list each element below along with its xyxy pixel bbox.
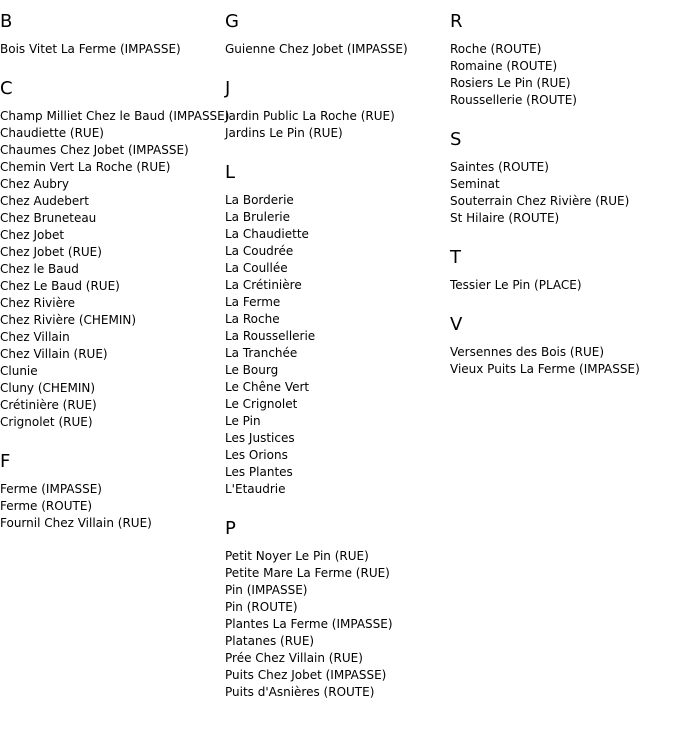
letter-group	[450, 314, 675, 378]
street-name: Vieux Puits La Ferme (IMPASSE)	[450, 362, 640, 376]
street-name: Puits d'Asnières (ROUTE)	[225, 685, 375, 699]
street-name: Les Orions	[225, 448, 288, 462]
street-name: Roussellerie (ROUTE)	[450, 93, 577, 107]
street-list	[0, 481, 225, 532]
street-list	[450, 159, 675, 227]
street-name: Guienne Chez Jobet (IMPASSE)	[225, 42, 408, 56]
street-index-column-1	[0, 0, 230, 532]
street-name: Clunie	[0, 364, 38, 378]
street-name: Prée Chez Villain (RUE)	[225, 651, 363, 665]
street-name: La Tranchée	[225, 346, 298, 360]
street-name: Roche (ROUTE)	[450, 42, 542, 56]
street-name: Rosiers Le Pin (RUE)	[450, 76, 571, 90]
street-name: St Hilaire (ROUTE)	[450, 211, 560, 225]
street-name: La Ferme	[225, 295, 281, 309]
street-name: Chaudiette (RUE)	[0, 126, 104, 140]
street-name: Chemin Vert La Roche (RUE)	[0, 160, 171, 174]
street-name: La Chaudiette	[225, 227, 309, 241]
street-name: Pin (IMPASSE)	[225, 583, 308, 597]
street-name: Pin (ROUTE)	[225, 600, 298, 614]
letter-group	[450, 11, 675, 109]
street-name: La Borderie	[225, 193, 294, 207]
street-list	[225, 548, 450, 701]
street-name: Versennes des Bois (RUE)	[450, 345, 604, 359]
street-name: La Coullée	[225, 261, 288, 275]
street-name: Le Crignolet	[225, 397, 298, 411]
street-name: Le Chêne Vert	[225, 380, 310, 394]
street-name: Puits Chez Jobet (IMPASSE)	[225, 668, 387, 682]
street-name: Jardins Le Pin (RUE)	[225, 126, 343, 140]
street-list	[450, 344, 675, 378]
street-name: Cluny (CHEMIN)	[0, 381, 96, 395]
street-name: Romaine (ROUTE)	[450, 59, 558, 73]
letter-heading: S	[450, 129, 462, 150]
letter-heading: J	[225, 78, 231, 99]
street-name: Champ Milliet Chez le Baud (IMPASSE)	[0, 109, 230, 123]
street-name: Platanes (RUE)	[225, 634, 315, 648]
street-name: La Roussellerie	[225, 329, 316, 343]
street-name: Le Bourg	[225, 363, 279, 377]
street-name: Saintes (ROUTE)	[450, 160, 549, 174]
street-name: Jardin Public La Roche (RUE)	[225, 109, 395, 123]
letter-heading: B	[0, 11, 13, 32]
letter-heading: V	[450, 314, 463, 335]
street-name: Seminat	[450, 177, 500, 191]
letter-group	[0, 451, 225, 532]
street-name: Tessier Le Pin (PLACE)	[450, 278, 582, 292]
letter-group	[0, 11, 225, 58]
letter-group	[225, 78, 450, 142]
street-name: L'Etaudrie	[225, 482, 286, 496]
street-list	[0, 41, 225, 58]
street-name: Les Justices	[225, 431, 295, 445]
street-name: Chez Aubry	[0, 177, 69, 191]
street-name: Fournil Chez Villain (RUE)	[0, 516, 152, 530]
street-name: Petite Mare La Ferme (RUE)	[225, 566, 390, 580]
street-name: Chez Villain (RUE)	[0, 347, 108, 361]
street-name: Chez Rivière	[0, 296, 76, 310]
street-name: Le Pin	[225, 414, 261, 428]
street-name: Bois Vitet La Ferme (IMPASSE)	[0, 42, 181, 56]
street-name: Chez Audebert	[0, 194, 89, 208]
street-name: Les Plantes	[225, 465, 293, 479]
street-list	[0, 108, 230, 431]
street-name: Ferme (IMPASSE)	[0, 482, 102, 496]
letter-group	[450, 247, 675, 294]
letter-heading: L	[225, 162, 236, 183]
street-name: Chez Le Baud (RUE)	[0, 279, 120, 293]
street-name: Petit Noyer Le Pin (RUE)	[225, 549, 369, 563]
letter-group	[225, 11, 450, 58]
street-name: Chez le Baud	[0, 262, 79, 276]
street-list	[450, 277, 675, 294]
letter-heading: G	[225, 11, 239, 32]
letter-group	[225, 162, 450, 498]
street-index-column-3	[450, 0, 675, 378]
letter-group	[0, 78, 230, 431]
street-name: Chez Rivière (CHEMIN)	[0, 313, 137, 327]
letter-heading: R	[450, 11, 463, 32]
street-name: Plantes La Ferme (IMPASSE)	[225, 617, 393, 631]
street-name: Crignolet (RUE)	[0, 415, 93, 429]
street-name: La Crétinière	[225, 278, 302, 292]
street-name: Ferme (ROUTE)	[0, 499, 93, 513]
street-name: Chez Jobet	[0, 228, 65, 242]
street-name: Chez Villain	[0, 330, 70, 344]
street-name: La Brulerie	[225, 210, 290, 224]
letter-heading: F	[0, 451, 11, 472]
street-name: La Coudrée	[225, 244, 294, 258]
street-list	[225, 41, 450, 58]
street-name: Chaumes Chez Jobet (IMPASSE)	[0, 143, 189, 157]
letter-group	[450, 129, 675, 227]
street-name: Chez Bruneteau	[0, 211, 97, 225]
street-name: La Roche	[225, 312, 280, 326]
letter-heading: T	[450, 247, 461, 268]
letter-heading: P	[225, 518, 236, 539]
street-index-column-2	[225, 0, 450, 701]
letter-group	[225, 518, 450, 701]
street-name: Chez Jobet (RUE)	[0, 245, 102, 259]
street-name: Crétinière (RUE)	[0, 398, 97, 412]
street-list	[225, 192, 450, 498]
street-list	[225, 108, 450, 142]
street-name: Souterrain Chez Rivière (RUE)	[450, 194, 630, 208]
street-list	[450, 41, 675, 109]
letter-heading: C	[0, 78, 13, 99]
